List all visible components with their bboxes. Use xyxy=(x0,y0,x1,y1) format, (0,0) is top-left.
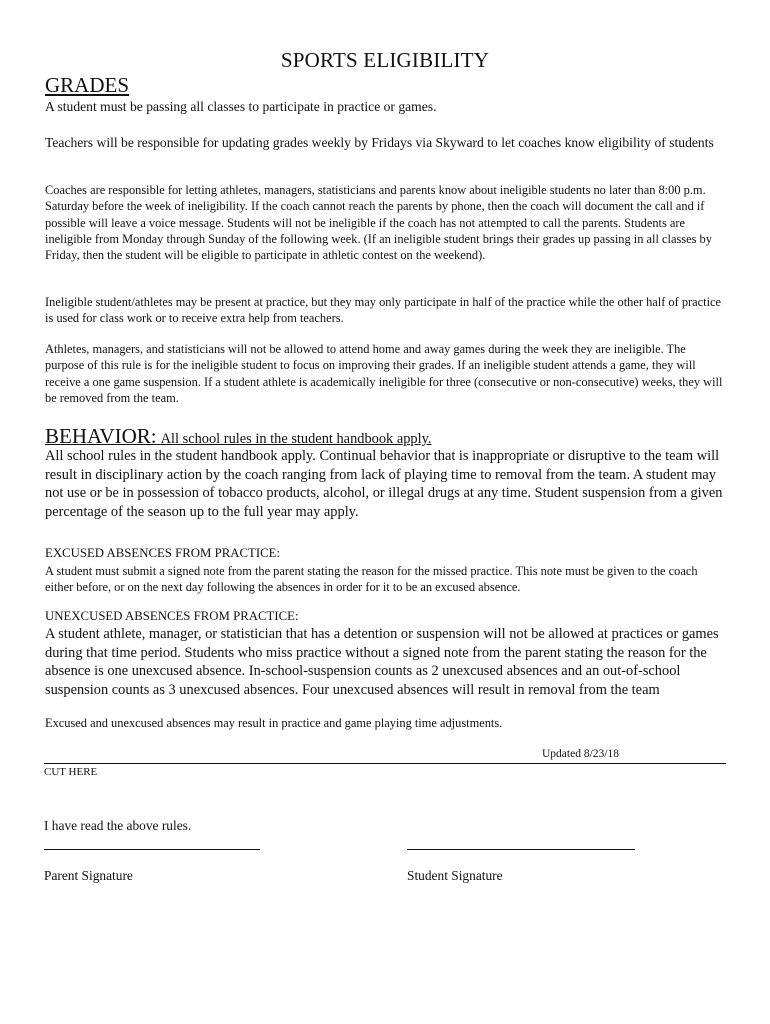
excused-paragraph: A student must submit a signed note from the parent stating the reason for the missed practice. This note must be given to the coach either before, or on the next day following the absences in order for it to be an excused absence. xyxy=(45,564,698,595)
unexcused-heading: UNEXCUSED ABSENCES FROM PRACTICE: xyxy=(45,609,299,623)
student-signature-line[interactable] xyxy=(407,849,635,850)
grades-heading: GRADES xyxy=(45,73,130,97)
acknowledgement-statement: I have read the above rules. xyxy=(44,818,192,833)
behavior-heading xyxy=(45,424,431,449)
behavior-heading-subtitle: All school rules in the student handbook apply. xyxy=(160,431,432,447)
parent-signature-line[interactable] xyxy=(44,849,260,850)
grades-paragraph-5: Athletes, managers, and statisticians will not be allowed to attend home and away games during the week they are ineligible. The purpose of this rule is for the ineligible student to focus on improving their grades. If an ineligible student attends a game, they will receive a one game suspension. If a student athlete is academically ineligible for three (consecutive or non-consecutive) weeks, they will be removed from the team. xyxy=(45,342,723,405)
unexcused-paragraph: A student athlete, manager, or statistician that has a detention or suspension will not be allowed at practices or games during that time period. Students who miss practice without a signed note from the parent stating the reason for the absence is one unexcused absence. In-school-suspension counts as 2 unexcused absences and an out-of-school suspension counts as 3 unexcused absences. Four unexcused absences will result in removal from the team xyxy=(45,626,719,698)
page-title: SPORTS ELIGIBILITY xyxy=(280,48,490,72)
cut-divider xyxy=(44,763,726,764)
cut-here-label: CUT HERE xyxy=(44,766,98,778)
parent-signature-label: Parent Signature xyxy=(44,868,133,883)
behavior-heading-label: BEHAVIOR: xyxy=(45,424,157,448)
adjustments-note: Excused and unexcused absences may result in practice and game playing time adjustments. xyxy=(45,716,503,730)
grades-paragraph-4: Ineligible student/athletes may be present at practice, but they may only participate in half of the practice while the other half of practice is used for class work or to receive extra help from teachers. xyxy=(45,295,722,326)
student-signature-label: Student Signature xyxy=(407,868,503,883)
grades-paragraph-3: Coaches are responsible for letting athletes, managers, statisticians and parents know about ineligible students no later than 8:00 p.m. Saturday before the week of ineligibility. If the coach cannot reach the parents by phone, then the coach will document the call and if possible will leave a voice message. Students will not be ineligible if the coach has not attempted to call the parents. Students are ineligible from Monday through Sunday of the following week. (If an ineligible student brings their grades up passing in all classes by Friday, then the student will be eligible to participate in athletic contest on the weekend). xyxy=(45,183,712,263)
updated-date: Updated 8/23/18 xyxy=(542,748,619,760)
behavior-paragraph: All school rules in the student handbook apply. Continual behavior that is inappropriate or disruptive to the team will result in disciplinary action by the coach ranging from lack of playing time to removal from the team. A student may not use or be in possession of tobacco products, alcohol, or illegal drugs at any time. Student suspension from a given percentage of the season up to the full year may apply. xyxy=(45,448,723,520)
excused-heading: EXCUSED ABSENCES FROM PRACTICE: xyxy=(45,546,281,560)
grades-paragraph-1: A student must be passing all classes to participate in practice or games. xyxy=(45,99,437,114)
grades-paragraph-2: Teachers will be responsible for updating grades weekly by Fridays via Skyward to let coaches know eligibility of students xyxy=(45,135,714,150)
